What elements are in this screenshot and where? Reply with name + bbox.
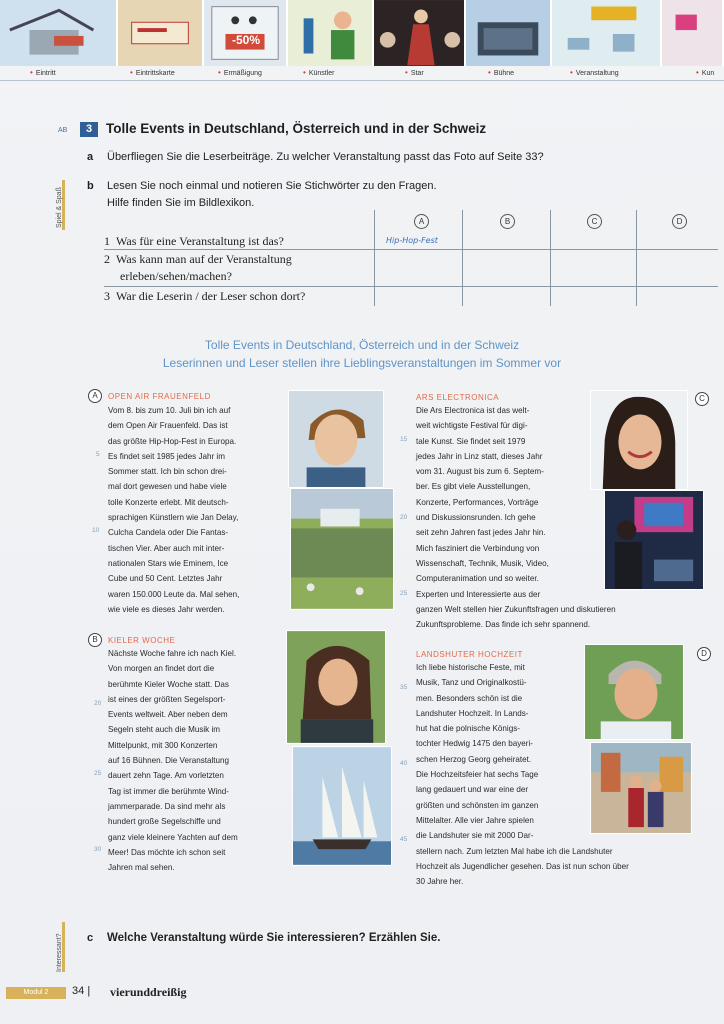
table-row: 2 Was kann man auf der Veranstaltung	[104, 252, 292, 266]
line-number: 25	[94, 770, 102, 777]
caption-kuenstler: • Künstler	[303, 68, 335, 77]
table-row: 3 War die Leserin / der Leser schon dort?	[104, 289, 306, 303]
photo-smiling-woman	[590, 390, 688, 490]
line-number: 10	[92, 527, 100, 534]
line-number: 5	[96, 451, 100, 458]
article-b-marker: B	[88, 633, 102, 647]
artist-illustration	[288, 0, 374, 66]
question-table	[104, 210, 718, 306]
caption-ermaessigung: • Ermäßigung	[218, 68, 262, 77]
task-a-letter: a	[87, 151, 94, 163]
task-c-text: Welche Veranstaltung würde Sie interessieren? Erzählen Sie.	[107, 932, 441, 944]
caption-buehne: • Bühne	[488, 68, 515, 77]
caption-veranstaltung: • Veranstaltung	[570, 68, 619, 77]
caption-eintrittskarte: • Eintrittskarte	[130, 68, 175, 77]
article-a-title: OPEN AIR FRAUENFELD	[108, 392, 211, 401]
column-header-a: A	[414, 214, 429, 229]
table-row: 1 Was für eine Veranstaltung ist das?	[104, 234, 284, 248]
photo-historic-wedding	[590, 742, 692, 834]
line-number: 20	[94, 700, 102, 707]
caption-eintritt: • Eintritt	[30, 68, 56, 77]
handwritten-answer: Hip-Hop-Fest	[386, 236, 438, 245]
module-tab: Modul 2	[6, 987, 66, 999]
articles-subheading: Leserinnen und Leser stellen ihre Lieblingsveranstaltungen im Sommer vor	[162, 356, 562, 370]
caption-star: • Star	[405, 68, 424, 77]
article-b-title: KIELER WOCHE	[108, 636, 176, 645]
side-label-interessant: Interessant?	[56, 933, 63, 972]
picture-dictionary-strip	[0, 0, 724, 82]
article-c-marker: C	[695, 392, 709, 406]
articles-heading: Tolle Events in Deutschland, Österreich und in der Schweiz	[204, 338, 520, 352]
photo-sailing-ship	[292, 746, 392, 866]
article-d-text: Ich liebe historische Feste, mit Musik, Tanz und Originalkostü- men. Besonders schön ist die Landshuter Hochzeit. In Lands- hut hat die polnische Königs- tochter Hedwig 1475 den bayeri- schen Herzog Georg geheiratet. Die Hochzeitsfeier hat sechs Tage lang gedauert und war eine der größten und schönsten im ganzen Mittelalter. Alle vier Jahre spielen die Landshuter sie mit 2000 Dar- stellern nach. Zum letzten Mal habe ich die Landshuter Hochzeit als Jugendlicher gesehen. Das ist nun schon über 30 Jahre her.	[416, 663, 629, 887]
article-a-text: Vom 8. bis zum 10. Juli bin ich auf dem Open Air Frauenfeld. Das ist das größte Hip-Hop-Fest in Europa. Es findet seit 1985 jedes Jahr im Sommer statt. Ich bin schon drei- mal dort gewesen und habe viele tolle Konzerte erlebt. Mit deutsch- sprachigen Künstlern wie Jan Delay, Culcha Candela oder Die Fantas- tischen Vier. Aber auch mit inter- nationalen Stars wie Eminem, Ice Cube und 50 Cent. Letztes Jahr waren 150.000 Leute da. Mal sehen, wie viele es dieses Jahr werden.	[108, 406, 240, 614]
line-number: 25	[400, 590, 408, 597]
line-number: 40	[400, 760, 408, 767]
article-c-text: Die Ars Electronica ist das welt- weit wichtigste Festival für digi- tale Kunst. Sie findet seit 1979 jedes Jahr in Linz statt, dieses Jahr vom 31. August bis zum 6. Septem- ber. Es gibt viele Ausstellungen, Konzerte, Performances, Vorträge und Diskussionsrunden. Ich gehe seit zehn Jahren fast jedes Jahr hin. Mich fasziniert die Verbindung von Wissenschaft, Technik, Musik, Video, Computeranimation und so weiter. Experten und Interessierte aus der ganzen Welt stellen hier Zukunftsfragen und diskutieren Zukunftsprobleme. Das finde ich sehr spannend.	[416, 406, 616, 630]
discount-sign	[204, 0, 288, 66]
task-c-letter: c	[87, 932, 94, 944]
table-col-divider	[462, 210, 463, 306]
entrance-photo	[0, 0, 118, 66]
column-header-b: B	[500, 214, 515, 229]
table-row-divider	[104, 286, 718, 287]
photo-older-man	[584, 644, 684, 740]
art-illustration	[662, 0, 724, 66]
side-label-spiel: Spiel & Spaß	[56, 187, 63, 228]
task-b-line2: Hilfe finden Sie im Bildlexikon.	[107, 197, 255, 209]
line-number: 20	[400, 514, 408, 521]
task-b-line1: Lesen Sie noch einmal und notieren Sie Stichwörter zu den Fragen.	[107, 180, 437, 192]
article-c-title: ARS ELECTRONICA	[416, 393, 500, 402]
table-row-continuation: erleben/sehen/machen?	[120, 269, 232, 283]
star-photo	[374, 0, 466, 66]
table-row-divider	[104, 249, 718, 250]
table-col-divider	[550, 210, 551, 306]
workbook-reference: AB	[58, 127, 68, 134]
caption-kunst: • Kun	[696, 68, 715, 77]
line-number: 15	[400, 436, 408, 443]
line-number: 30	[94, 846, 102, 853]
photo-young-man	[288, 390, 384, 488]
ticket-photo	[118, 0, 204, 66]
photo-digital-art	[604, 490, 704, 590]
column-header-d: D	[672, 214, 687, 229]
table-col-divider	[636, 210, 637, 306]
article-d-title: LANDSHUTER HOCHZEIT	[416, 650, 523, 659]
column-header-c: C	[587, 214, 602, 229]
exercise-number: 3	[80, 122, 98, 137]
page-number-word: vierunddreißig	[110, 985, 187, 999]
article-d-marker: D	[697, 647, 711, 661]
article-b-text: Nächste Woche fahre ich nach Kiel. Von morgen an findet dort die berühmte Kieler Woche statt. Das ist eines der größten Segelsport- Events weltweit. Aber neben dem Segeln steht auch die Musik im Mittelpunkt, mit 300 Konzerten auf 16 Bühnen. Die Veranstaltung dauert zehn Tage. Am vorletzten Tag ist immer die berühmte Wind- jammerparade. Da sind mehr als hundert große Segelschiffe und ganz viele kleinere Yachten auf dem Meer! Das möchte ich schon seit Jahren mal sehen.	[108, 649, 238, 873]
line-number: 45	[400, 836, 408, 843]
strip-divider	[0, 80, 724, 81]
stage-photo	[466, 0, 552, 66]
task-a-text: Überfliegen Sie die Leserbeiträge. Zu welcher Veranstaltung passt das Foto auf Seite 33?	[107, 151, 544, 163]
page-number: 34 |	[72, 985, 91, 997]
photo-festival-crowd	[290, 488, 394, 610]
article-a-marker: A	[88, 389, 102, 403]
exercise-title: Tolle Events in Deutschland, Österreich und in der Schweiz	[106, 121, 487, 136]
table-col-divider	[374, 210, 375, 306]
task-b-letter: b	[87, 180, 94, 192]
photo-young-woman	[286, 630, 386, 744]
event-illustration	[552, 0, 662, 66]
discount-text: -50%	[232, 33, 261, 47]
line-number: 35	[400, 684, 408, 691]
